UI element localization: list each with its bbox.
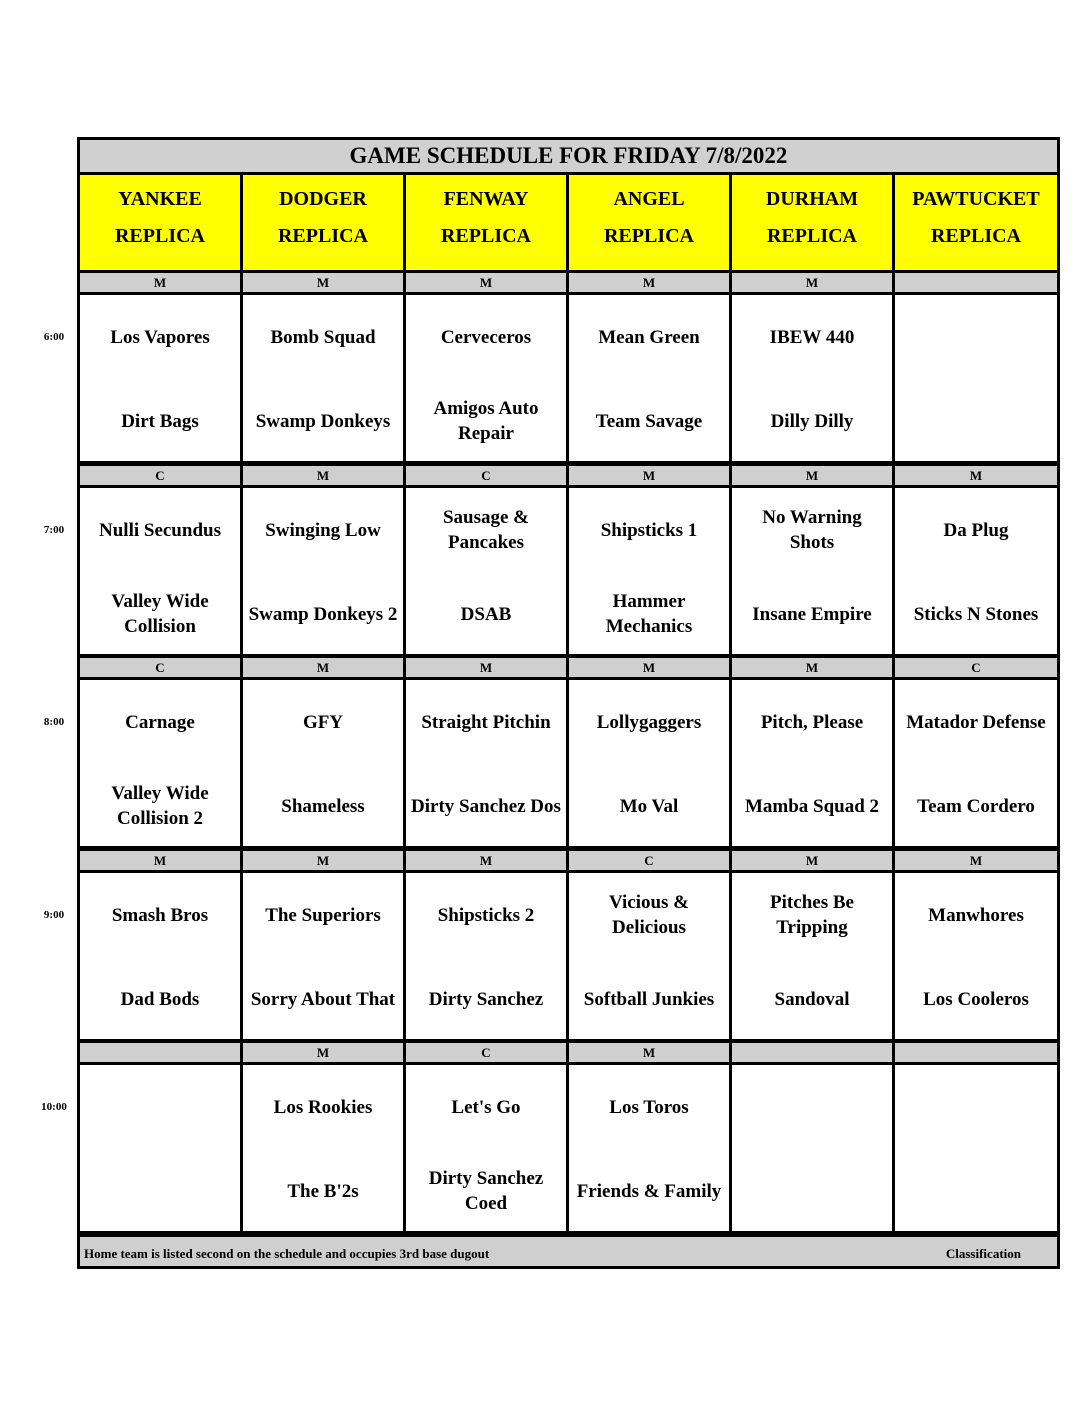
game-cell [406,488,566,654]
away-team: Shipsticks 1 [600,519,698,541]
away-team: Matador Defense [906,711,1046,733]
away-team: Da Plug [943,519,1009,541]
away-team: Straight Pitchin [421,711,551,733]
field-name: YANKEE [118,188,202,210]
game-cell [243,680,403,846]
time-label: 8:00 [43,716,65,728]
classification-cell: M [732,466,892,485]
classification-cell: M [80,273,240,292]
home-team: Dirt Bags [121,410,199,432]
home-team: Sorry About That [250,988,396,1010]
away-team: Los Vapores [110,326,210,348]
classification-cell: M [569,273,729,292]
game-cell [895,1065,1057,1231]
field-suffix: REPLICA [277,225,368,247]
game-cell [80,680,240,846]
away-team: Shipsticks 2 [437,904,535,926]
game-cell [80,488,240,654]
game-cell [569,680,729,846]
home-team: Dirty Sanchez Coed [428,1168,544,1214]
home-team: Mamba Squad 2 [744,795,880,817]
footer-note-bar [80,1237,1057,1266]
field-name: PAWTUCKET [912,188,1040,210]
classification-cell: M [243,658,403,677]
away-team: Nulli Secundus [99,519,221,541]
game-cell [732,873,892,1039]
classification-cell: M [895,851,1057,870]
classification-cell: M [732,851,892,870]
away-team: Smash Bros [111,904,209,926]
field-header [895,175,1057,270]
field-name: ANGEL [613,188,685,210]
classification-cell: M [80,851,240,870]
schedule-table [77,137,1060,1269]
home-team: DSAB [460,603,512,625]
time-label: 7:00 [43,524,65,536]
home-team: Sandoval [774,988,850,1010]
game-cell [80,295,240,461]
home-team [80,1149,240,1233]
classification-cell: M [732,658,892,677]
classification-cell: C [80,466,240,485]
game-cell [406,873,566,1039]
classification-cell: C [895,658,1057,677]
game-cell [732,1065,892,1231]
classification-cell: M [569,466,729,485]
home-team: Valley Wide Collision 2 [111,783,209,829]
home-team: Softball Junkies [583,988,715,1010]
field-name: DODGER [279,188,367,210]
game-cell [895,680,1057,846]
away-team: Los Toros [609,1096,689,1118]
home-team: Dilly Dilly [770,410,854,432]
away-team: GFY [302,711,344,733]
field-suffix: REPLICA [440,225,531,247]
home-team: Friends & Family [576,1180,722,1202]
away-team: Pitch, Please [760,711,864,733]
away-team [732,1065,892,1149]
home-team: Shameless [281,795,365,817]
field-header [406,175,566,270]
classification-cell [895,273,1057,292]
time-label: 10:00 [41,1101,67,1113]
home-team [895,379,1057,463]
classification-cell: M [406,851,566,870]
home-team: Amigos Auto Repair [433,398,539,444]
game-cell [895,488,1057,654]
game-cell [569,1065,729,1231]
field-header [243,175,403,270]
home-team [732,1149,892,1233]
home-team: Valley Wide Collision [111,591,209,637]
away-team: Vicious & Delicious [608,892,690,938]
home-team: Team Cordero [917,795,1035,817]
time-label: 9:00 [43,909,65,921]
field-header [569,175,729,270]
classification-cell: C [406,466,566,485]
field-suffix: REPLICA [766,225,857,247]
game-cell [732,680,892,846]
home-team: Sticks N Stones [913,603,1039,625]
game-cell [80,1065,240,1231]
game-cell [406,295,566,461]
classification-cell [895,1043,1057,1062]
game-cell [243,1065,403,1231]
away-team: Lollygaggers [596,711,702,733]
game-cell [243,873,403,1039]
field-header [732,175,892,270]
classification-cell [80,1043,240,1062]
classification-cell: M [732,273,892,292]
field-suffix: REPLICA [114,225,205,247]
time-label: 6:00 [43,331,65,343]
classification-cell: C [80,658,240,677]
home-team: Swamp Donkeys [255,410,391,432]
classification-cell: M [243,273,403,292]
classification-cell: M [569,658,729,677]
home-team: Swamp Donkeys 2 [248,603,398,625]
game-cell [732,488,892,654]
home-team: Dirty Sanchez Dos [411,795,561,817]
home-team-note: Home team is listed second on the schedule and occupies 3rd base dugout [84,1246,490,1261]
home-team: Insane Empire [752,603,872,625]
classification-cell: M [243,466,403,485]
home-team: Mo Val [619,795,679,817]
away-team: Carnage [125,711,195,733]
classification-legend: Classification [945,1246,1021,1261]
game-cell [406,680,566,846]
classification-cell: M [406,273,566,292]
away-team: Let's Go [451,1096,521,1118]
classification-cell: M [243,851,403,870]
away-team [80,1065,240,1149]
away-team: IBEW 440 [769,326,855,348]
game-cell [406,1065,566,1231]
away-team: Pitches Be Tripping [770,892,854,938]
home-team: The B'2s [287,1180,359,1202]
classification-cell: C [569,851,729,870]
classification-cell: M [243,1043,403,1062]
field-name: FENWAY [443,188,529,210]
away-team: Manwhores [928,904,1024,926]
away-team: The Superiors [265,904,381,926]
home-team: Dirty Sanchez [428,988,544,1010]
home-team: Dad Bods [120,988,200,1010]
page-title: GAME SCHEDULE FOR FRIDAY 7/8/2022 [80,140,1057,172]
away-team [895,295,1057,379]
game-cell [569,488,729,654]
game-cell [243,488,403,654]
game-cell [732,295,892,461]
classification-cell [732,1043,892,1062]
game-cell [569,295,729,461]
away-team: Cerveceros [440,326,532,348]
home-team: Hammer Mechanics [605,591,693,637]
away-team: Mean Green [598,326,700,348]
classification-cell: M [569,1043,729,1062]
classification-cell: C [406,1043,566,1062]
away-team: Swinging Low [265,519,381,541]
away-team: Los Rookies [273,1096,373,1118]
game-cell [80,873,240,1039]
game-cell [243,295,403,461]
field-name: DURHAM [765,188,859,210]
classification-cell: M [406,658,566,677]
classification-cell: M [895,466,1057,485]
away-team [895,1065,1057,1149]
home-team [895,1149,1057,1233]
away-team: Bomb Squad [270,326,376,348]
game-cell [569,873,729,1039]
home-team: Team Savage [595,410,703,432]
field-suffix: REPLICA [603,225,694,247]
field-header [80,175,240,270]
game-cell [895,873,1057,1039]
home-team: Los Cooleros [923,988,1029,1010]
field-suffix: REPLICA [930,225,1021,247]
away-team: No Warning Shots [762,507,862,553]
away-team: Sausage & Pancakes [442,507,530,553]
game-cell [895,295,1057,461]
